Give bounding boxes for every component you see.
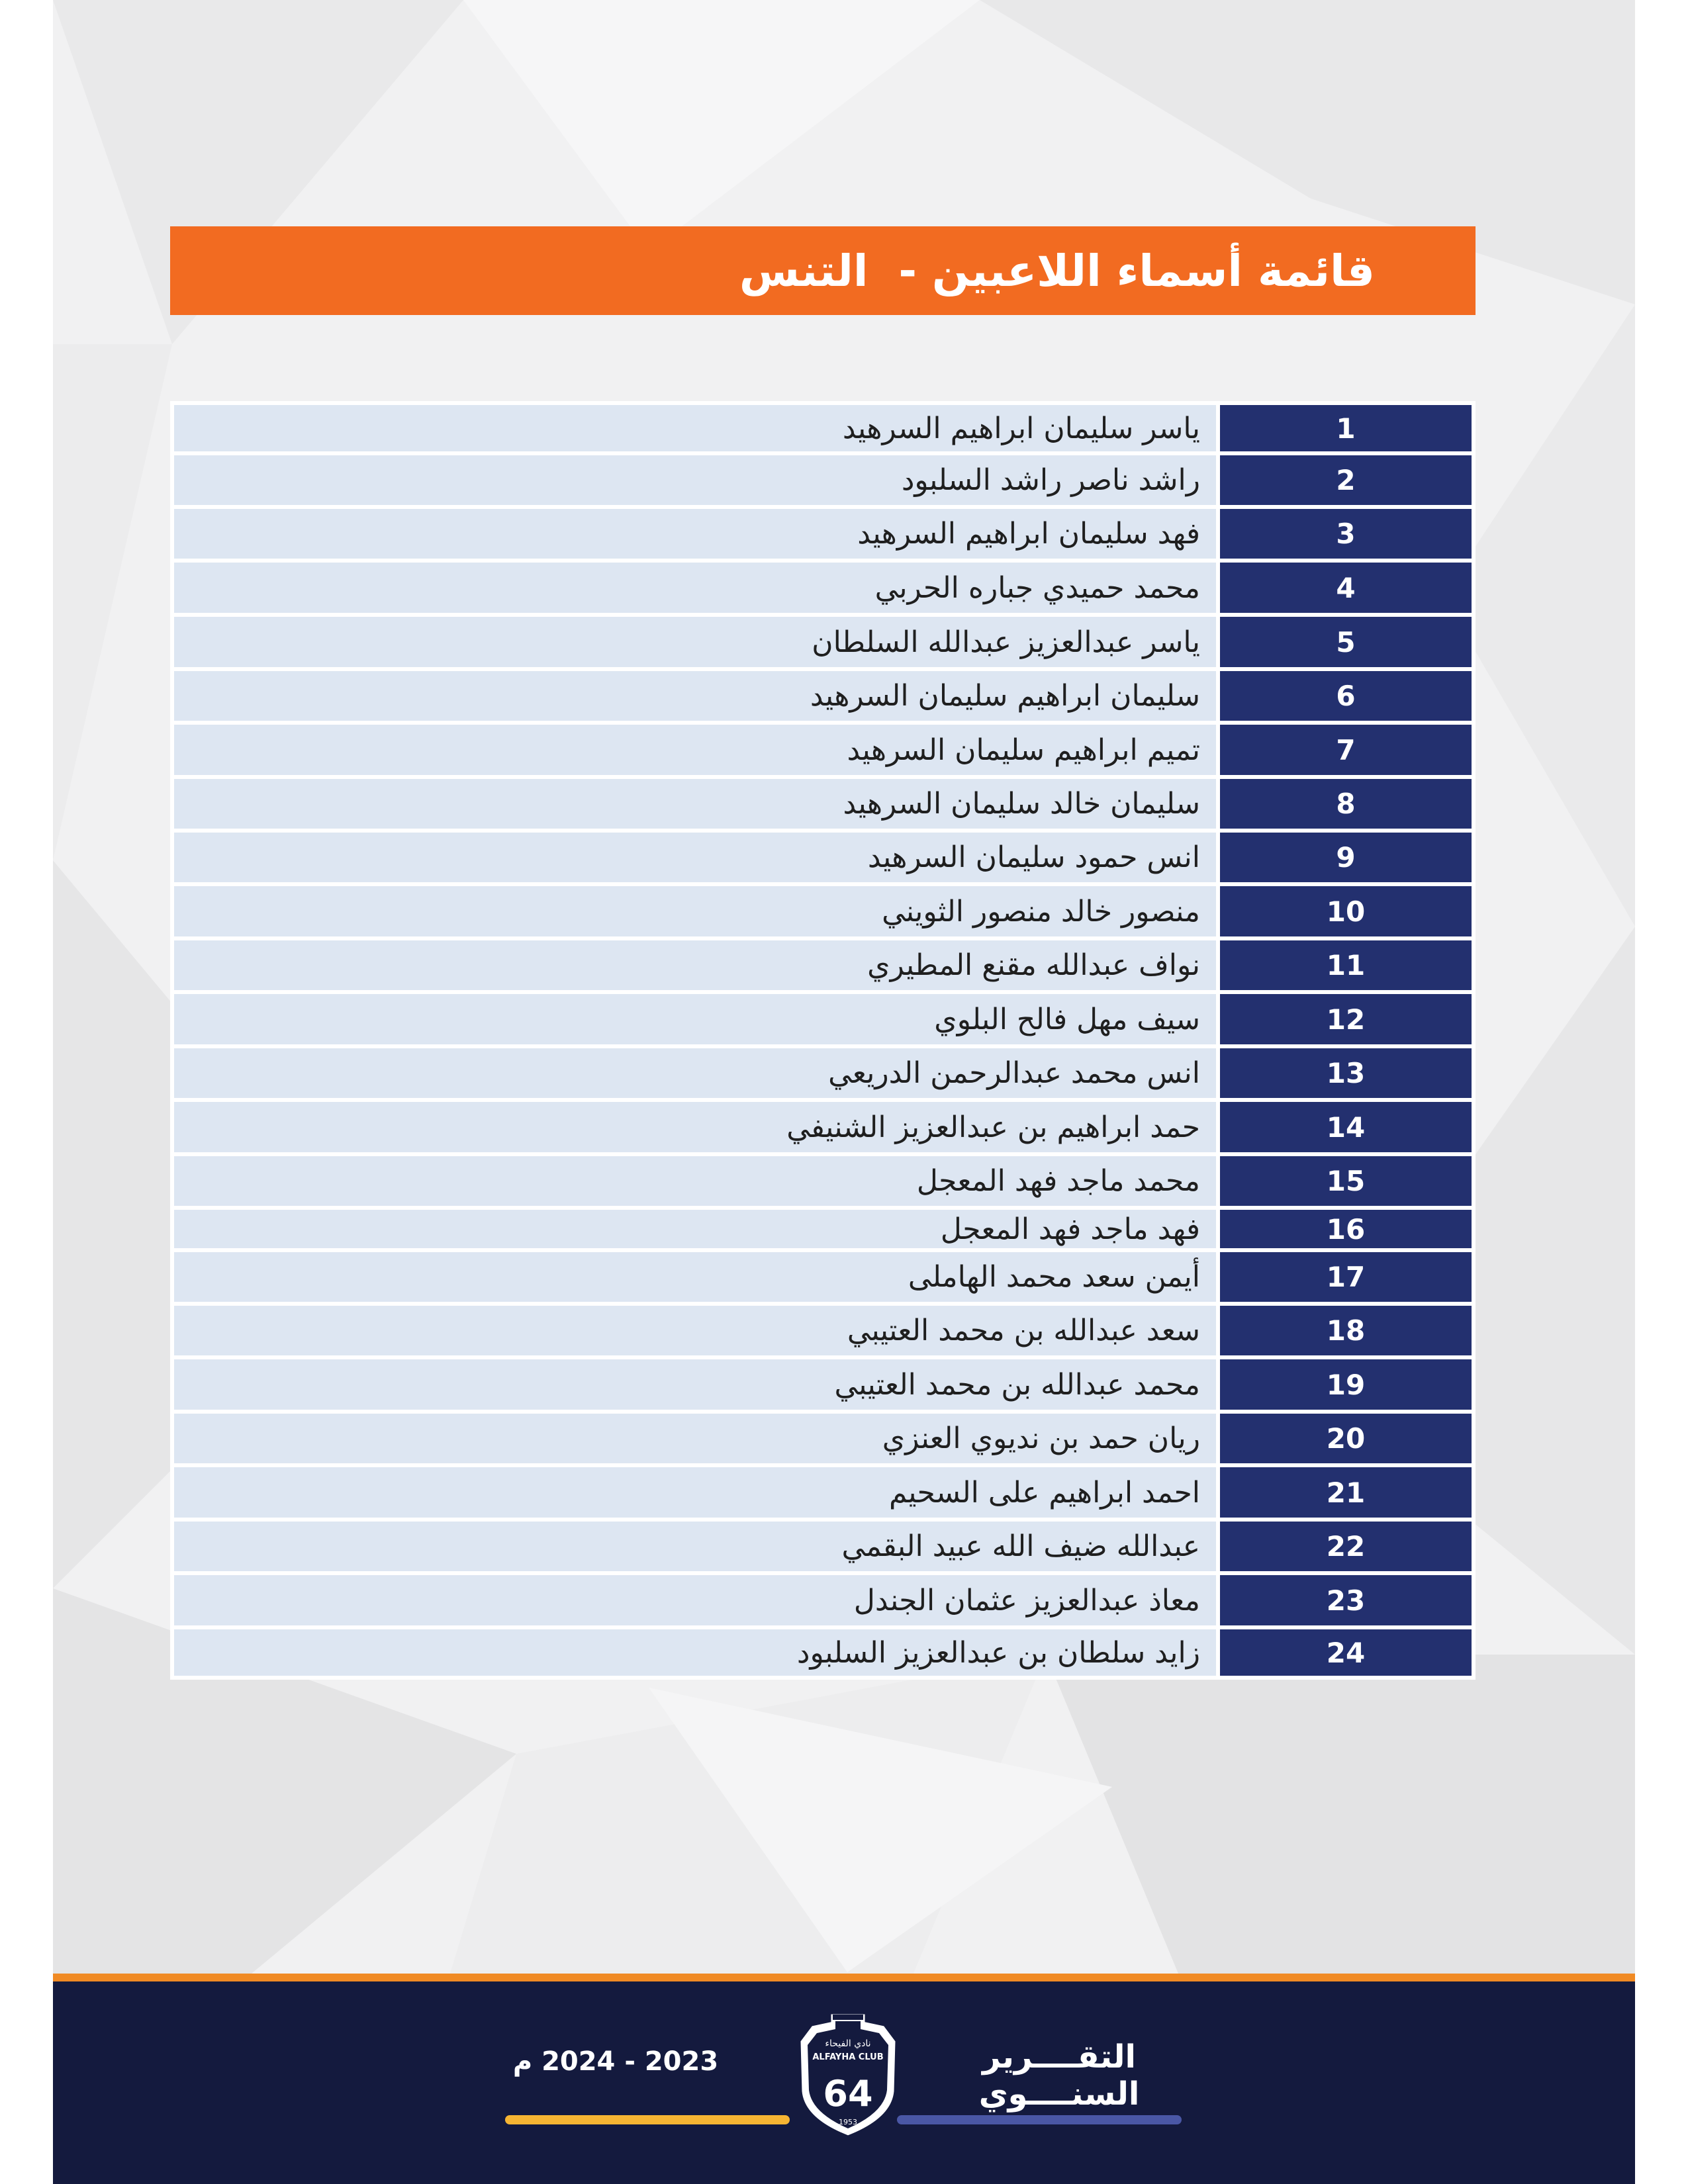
- table-row: [174, 1048, 1472, 1098]
- footer-underline-yellow: [505, 2115, 790, 2124]
- table-row: [174, 1414, 1472, 1463]
- player-name: محمد حميدي جباره الحربي: [174, 563, 1216, 613]
- player-name: منصور خالد منصور الثويني: [174, 886, 1216, 936]
- annual-report-label: التقــــرير السنــــوي: [978, 2038, 1140, 2113]
- player-name: فهد ماجد فهد المعجل: [174, 1210, 1216, 1248]
- table-row: [174, 886, 1472, 936]
- table-row: [174, 1359, 1472, 1410]
- table-row: [174, 1210, 1472, 1248]
- table-row: [174, 994, 1472, 1044]
- year-range: 2023 - 2024 م: [512, 2046, 719, 2077]
- logo-founded-year: 1953: [839, 2118, 857, 2126]
- table-row: [174, 833, 1472, 882]
- logo-english-text: ALFAYHA CLUB: [812, 2052, 884, 2062]
- player-name: محمد ماجد فهد المعجل: [174, 1156, 1216, 1206]
- club-logo: [793, 2007, 903, 2139]
- player-name: سعد عبدالله بن محمد العتيبي: [174, 1306, 1216, 1355]
- player-number: 3: [1220, 509, 1472, 559]
- player-number: 10: [1220, 886, 1472, 936]
- player-name: سليمان ابراهيم سليمان السرهيد: [174, 671, 1216, 721]
- player-name: فهد سليمان ابراهيم السرهيد: [174, 509, 1216, 559]
- table-row: [174, 617, 1472, 667]
- player-number: 19: [1220, 1359, 1472, 1410]
- player-name: زايد سلطان بن عبدالعزيز السلبود: [174, 1629, 1216, 1676]
- player-number: 12: [1220, 994, 1472, 1044]
- player-number: 8: [1220, 779, 1472, 829]
- player-name: نواف عبدالله مقنع المطيري: [174, 940, 1216, 990]
- table-row: [174, 725, 1472, 775]
- player-number: 5: [1220, 617, 1472, 667]
- player-name: سليمان خالد سليمان السرهيد: [174, 779, 1216, 829]
- player-name: محمد عبدالله بن محمد العتيبي: [174, 1359, 1216, 1410]
- player-name: ياسر سليمان ابراهيم السرهيد: [174, 405, 1216, 451]
- table-row: [174, 1252, 1472, 1302]
- player-number: 2: [1220, 455, 1472, 505]
- player-name: ياسر عبدالعزيز عبدالله السلطان: [174, 617, 1216, 667]
- table-row: [174, 1575, 1472, 1625]
- table-row: [174, 455, 1472, 505]
- player-name: انس حمود سليمان السرهيد: [174, 833, 1216, 882]
- player-number: 9: [1220, 833, 1472, 882]
- table-row: [174, 671, 1472, 721]
- title-bar: [170, 226, 1476, 315]
- player-number: 4: [1220, 563, 1472, 613]
- table-row: [174, 1467, 1472, 1518]
- table-row: [174, 405, 1472, 451]
- footer-underline-blue: [897, 2115, 1182, 2124]
- players-table: [170, 401, 1476, 1680]
- player-name: ريان حمد بن نديوي العنزي: [174, 1414, 1216, 1463]
- logo-arabic-text: نادي الفيحاء: [825, 2038, 871, 2049]
- player-number: 20: [1220, 1414, 1472, 1463]
- player-number: 15: [1220, 1156, 1472, 1206]
- player-name: راشد ناصر راشد السلبود: [174, 455, 1216, 505]
- logo-anniversary-number: 64: [823, 2073, 873, 2115]
- player-name: معاذ عبدالعزيز عثمان الجندل: [174, 1575, 1216, 1625]
- player-number: 16: [1220, 1210, 1472, 1248]
- table-row: [174, 509, 1472, 559]
- player-number: 22: [1220, 1522, 1472, 1571]
- player-number: 7: [1220, 725, 1472, 775]
- player-number: 13: [1220, 1048, 1472, 1098]
- player-name: تميم ابراهيم سليمان السرهيد: [174, 725, 1216, 775]
- player-name: أيمن سعد محمد الهاملى: [174, 1252, 1216, 1302]
- footer: [53, 1974, 1635, 2184]
- table-row: [174, 1306, 1472, 1355]
- player-name: حمد ابراهيم بن عبدالعزيز الشنيفي: [174, 1102, 1216, 1152]
- table-row: [174, 779, 1472, 829]
- table-row: [174, 1102, 1472, 1152]
- footer-divider: [53, 1974, 1635, 1981]
- player-number: 11: [1220, 940, 1472, 990]
- player-name: عبدالله ضيف الله عبيد البقمي: [174, 1522, 1216, 1571]
- player-name: احمد ابراهيم على السحيم: [174, 1467, 1216, 1518]
- page: [53, 0, 1635, 2184]
- player-number: 18: [1220, 1306, 1472, 1355]
- player-number: 14: [1220, 1102, 1472, 1152]
- player-number: 21: [1220, 1467, 1472, 1518]
- player-number: 24: [1220, 1629, 1472, 1676]
- player-number: 1: [1220, 405, 1472, 451]
- player-number: 6: [1220, 671, 1472, 721]
- player-name: انس محمد عبدالرحمن الدريعي: [174, 1048, 1216, 1098]
- table-row: [174, 1156, 1472, 1206]
- table-row: [174, 1629, 1472, 1676]
- page-title: قائمة أسماء اللاعبين - التنس: [739, 245, 1375, 296]
- player-number: 17: [1220, 1252, 1472, 1302]
- table-row: [174, 563, 1472, 613]
- table-row: [174, 1522, 1472, 1571]
- player-name: سيف مهل فالح البلوي: [174, 994, 1216, 1044]
- player-number: 23: [1220, 1575, 1472, 1625]
- table-row: [174, 940, 1472, 990]
